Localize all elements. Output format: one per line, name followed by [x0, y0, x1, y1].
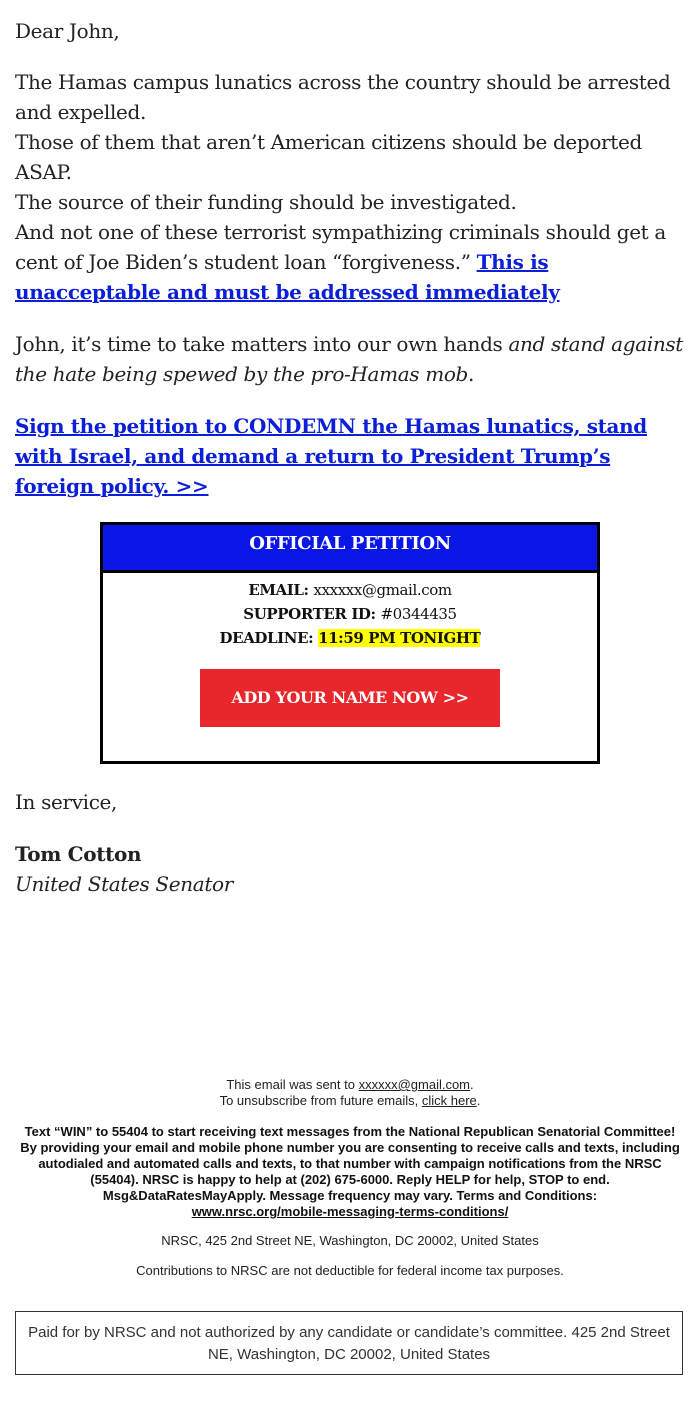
- unsubscribe-prefix: To unsubscribe from future emails,: [219, 1093, 422, 1108]
- sign-petition-link[interactable]: Sign the petition to CONDEMN the Hamas lunatics, stand with Israel, and demand a return to President Trump’s foreign policy. >>: [15, 414, 647, 498]
- paragraph-line-3: The source of their funding should be investigated.: [15, 190, 517, 214]
- petition-details: [103, 573, 597, 727]
- petition-paragraph: [15, 411, 685, 501]
- unsubscribe-suffix: .: [476, 1093, 481, 1108]
- greeting: Dear John,: [15, 19, 120, 43]
- paragraph-line-2: Those of them that aren’t American citizens should be deported ASAP.: [15, 130, 642, 184]
- paragraph-call-plain: John, it’s time to take matters into our own hands: [15, 332, 509, 356]
- paragraph-demands: [15, 67, 685, 307]
- unacceptable-link[interactable]: This is unacceptable and must be addressed immediately: [15, 250, 560, 304]
- paid-for-text: Paid for by NRSC and not authorized by any candidate or candidate’s committee. 425 2nd Street NE, Washington, DC 20002, United States: [28, 1324, 670, 1363]
- signoff: In service,: [15, 790, 118, 814]
- petition-email-label: EMAIL:: [248, 581, 309, 599]
- unsubscribe-link[interactable]: click here: [421, 1093, 477, 1108]
- petition-header: OFFICIAL PETITION: [103, 525, 597, 573]
- add-your-name-button[interactable]: ADD YOUR NAME NOW >>: [200, 669, 500, 727]
- sms-disclaimer-text: Text “WIN” to 55404 to start receiving text messages from the National Republican Senatorial Committee! By providing your email and mobile phone number you are consenting to receive calls and texts, including autodialed and automated calls and texts, to that number with campaign notifications from the NRSC (55404). NRSC is happy to help at (202) 675-6000. Reply HELP for help, STOP to end. Msg&DataRatesMayApply. Message frequency may vary. Terms and Conditions:: [20, 1124, 680, 1203]
- petition-deadline-row: [103, 626, 597, 650]
- petition-supporter-value: #0344435: [380, 605, 457, 623]
- petition-deadline-value: 11:59 PM TONIGHT: [318, 629, 481, 647]
- sent-to-prefix: This email was sent to: [226, 1077, 359, 1092]
- petition-email-row: [103, 578, 597, 602]
- official-petition-box: [100, 522, 600, 764]
- paid-for-disclaimer-box: [15, 1311, 683, 1375]
- paragraph-line-1: The Hamas campus lunatics across the country should be arrested and expelled.: [15, 70, 671, 124]
- paragraph-line-4: And not one of these terrorist sympathizing criminals should get a cent of Joe Biden’s student loan “forgiveness.”: [15, 220, 666, 274]
- sent-to-email-link[interactable]: xxxxxx@gmail.com: [358, 1077, 471, 1092]
- paragraph-call-italic: and stand against the hate being spewed by the pro-Hamas mob: [15, 332, 683, 386]
- tax-deductible-notice: Contributions to NRSC are not deductible for federal income tax purposes.: [136, 1263, 564, 1278]
- petition-deadline-label: DEADLINE:: [219, 629, 314, 647]
- sent-to-suffix: .: [470, 1077, 474, 1092]
- petition-supporter-row: [103, 602, 597, 626]
- terms-conditions-link[interactable]: www.nrsc.org/mobile-messaging-terms-conditions/: [191, 1204, 509, 1219]
- unsubscribe-line: [15, 1093, 685, 1109]
- paragraph-call-to-action: [15, 329, 685, 389]
- mailing-address: NRSC, 425 2nd Street NE, Washington, DC 20002, United States: [161, 1233, 539, 1248]
- signer-title: United States Senator: [15, 872, 233, 896]
- petition-supporter-label: SUPPORTER ID:: [243, 605, 376, 623]
- signer-name: Tom Cotton: [15, 842, 142, 866]
- paragraph-call-end: .: [467, 362, 474, 386]
- sent-to-line: [15, 1077, 685, 1093]
- sms-disclaimer: [15, 1124, 685, 1220]
- petition-email-value: xxxxxx@gmail.com: [313, 581, 452, 599]
- email-footer: [15, 1077, 685, 1279]
